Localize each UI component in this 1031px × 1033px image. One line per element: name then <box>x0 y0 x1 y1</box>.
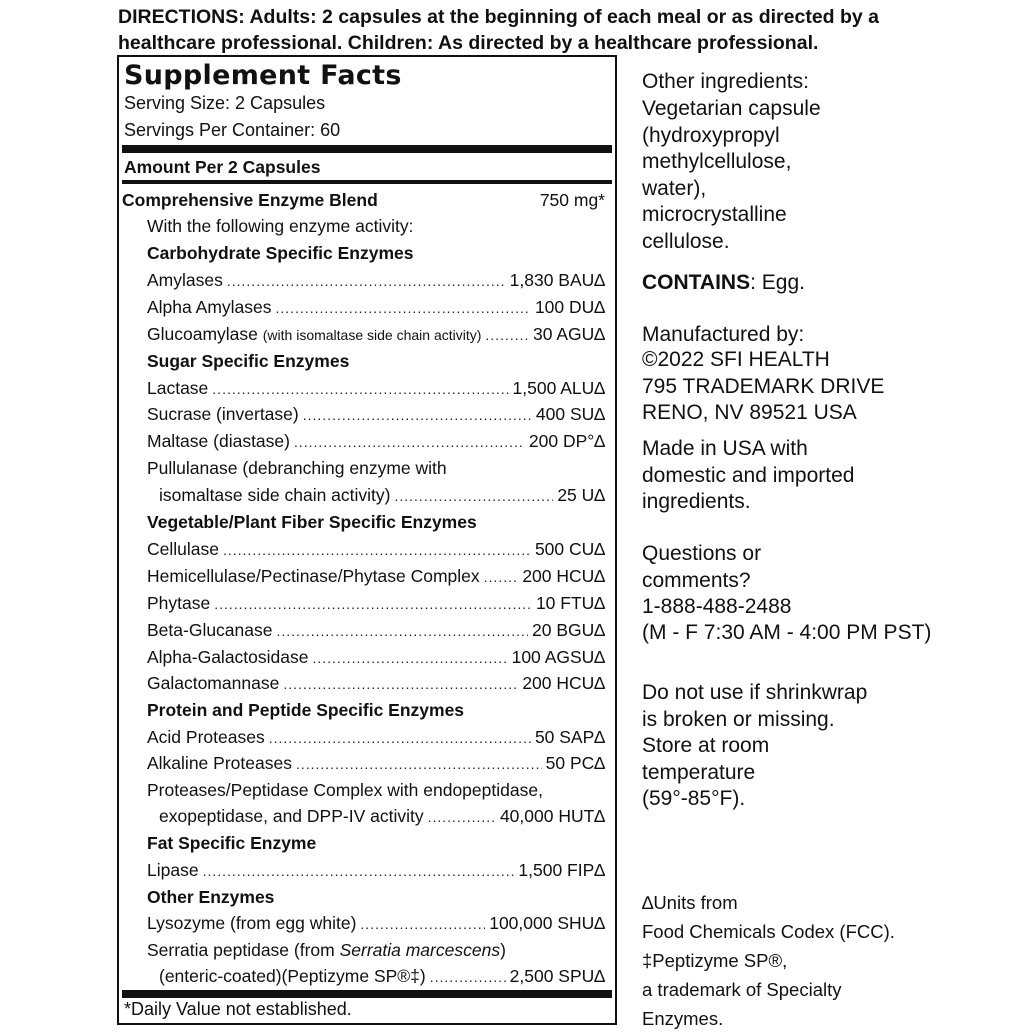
enzyme-row-pullulanase-line2: isomaltase side chain activity) ..... 25 U∆ <box>159 482 605 508</box>
section-protein: Protein and Peptide Specific Enzymes <box>147 700 465 720</box>
blend-label: Comprehensive Enzyme Blend <box>122 190 378 210</box>
enzyme-row-protease-complex-line1: Proteases/Peptidase Complex with endopeptidase, <box>147 780 543 800</box>
medium-divider <box>122 180 612 184</box>
manufacturer-address: ©2022 SFI HEALTH 795 TRADEMARK DRIVE RENO, NV 89521 USA <box>642 348 885 424</box>
questions-heading: Questions or comments? <box>642 542 762 592</box>
enzyme-row-alkaline-proteases: Alkaline Proteases ..... 50 PC∆ <box>147 750 605 776</box>
section-fiber: Vegetable/Plant Fiber Specific Enzymes <box>147 512 477 532</box>
enzyme-row-phytase: Phytase ..... 10 FTU∆ <box>147 590 605 616</box>
manufactured-by-heading: Manufactured by: <box>642 323 805 346</box>
enzyme-row-beta-glucanase: Beta-Glucanase ..... 20 BGU∆ <box>147 617 605 643</box>
enzyme-row-galactomannase: Galactomannase ..... 200 HCU∆ <box>147 670 605 696</box>
activity-note: With the following enzyme activity: <box>147 216 414 236</box>
other-ingredients-list: Vegetarian capsule (hydroxypropyl methylcellulose, water), microcrystalline cellulose. <box>642 97 821 253</box>
contact-phone: 1-888-488-2488 <box>642 595 792 618</box>
panel-title: Supplement Facts <box>124 60 402 91</box>
enzyme-row-lactase: Lactase ..... 1,500 ALU∆ <box>147 375 605 401</box>
trademark-footnote: ‡Peptizyme SP®, a trademark of Specialty Enzymes. <box>642 950 842 1029</box>
directions-text: DIRECTIONS: Adults: 2 capsules at the beginning of each meal or as directed by a healthcare professional. Children: As directed by a healthcare professional. <box>118 6 880 54</box>
enzyme-row-lipase: Lipase ..... 1,500 FIP∆ <box>147 857 605 883</box>
section-fat: Fat Specific Enzyme <box>147 833 317 853</box>
thick-divider <box>122 145 612 153</box>
enzyme-row-alpha-galactosidase: Alpha-Galactosidase ..... 100 AGSU∆ <box>147 644 605 670</box>
enzyme-row-sucrase: Sucrase (invertase) ..... 400 SU∆ <box>147 401 605 427</box>
blend-row <box>122 187 605 213</box>
serving-size: Serving Size: 2 Capsules <box>124 93 326 113</box>
other-ingredients-heading: Other ingredients: <box>642 70 809 93</box>
supplement-facts-panel <box>117 55 617 1025</box>
enzyme-row-pullulanase-line1: Pullulanase (debranching enzyme with <box>147 458 447 478</box>
contact-hours: (M - F 7:30 AM - 4:00 PM PST) <box>642 621 932 644</box>
units-footnote: ∆Units from Food Chemicals Codex (FCC). <box>642 892 895 942</box>
enzyme-row-alpha-amylases: Alpha Amylases ..... 100 DU∆ <box>147 294 605 320</box>
enzyme-row-lysozyme: Lysozyme (from egg white) ..... 100,000 SHU∆ <box>147 910 605 936</box>
enzyme-row-acid-proteases: Acid Proteases ..... 50 SAP∆ <box>147 724 605 750</box>
enzyme-row-cellulase: Cellulase ..... 500 CU∆ <box>147 536 605 562</box>
daily-value-footnote: *Daily Value not established. <box>124 999 352 1019</box>
section-carbohydrate: Carbohydrate Specific Enzymes <box>147 243 414 263</box>
section-sugar: Sugar Specific Enzymes <box>147 351 350 371</box>
section-other: Other Enzymes <box>147 887 275 907</box>
contains-allergen: CONTAINS: Egg. <box>642 271 805 294</box>
enzyme-row-serratia-line2: (enteric-coated)(Peptizyme SP®‡) ..... 2,500 SPU∆ <box>159 963 605 989</box>
storage-instructions: Store at room temperature (59°-85°F). <box>642 734 770 810</box>
enzyme-row-amylases: Amylases ..... 1,830 BAU∆ <box>147 267 605 293</box>
enzyme-row-protease-complex-line2: exopeptidase, and DPP-IV activity ..... 40,000 HUT∆ <box>159 803 605 829</box>
shrinkwrap-warning: Do not use if shrinkwrap is broken or missing. <box>642 681 868 731</box>
blend-value: 750 mg* <box>539 190 605 210</box>
servings-per-container: Servings Per Container: 60 <box>124 120 341 140</box>
enzyme-row-hemicellulase: Hemicellulase/Pectinase/Phytase Complex ..... 200 HCU∆ <box>147 563 605 589</box>
made-in-usa: Made in USA with domestic and imported ingredients. <box>642 437 855 513</box>
enzyme-row-maltase: Maltase (diastase) ..... 200 DP°∆ <box>147 428 605 454</box>
amount-per-serving: Amount Per 2 Capsules <box>124 157 321 177</box>
enzyme-row-glucoamylase: Glucoamylase (with isomaltase side chain activity) ..... 30 AGU∆ <box>147 321 605 347</box>
enzyme-row-serratia-line1: Serratia peptidase (from Serratia marcescens) <box>147 940 506 960</box>
